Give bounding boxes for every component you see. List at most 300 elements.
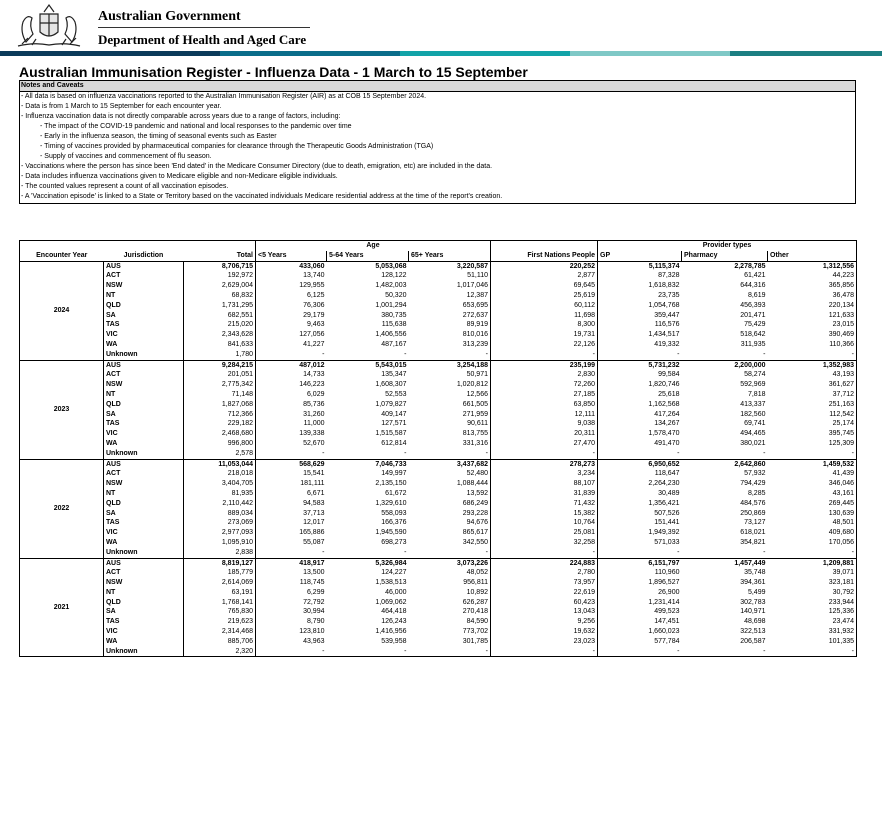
value-cell: 395,745	[768, 429, 857, 439]
value-cell: 1,820,746	[598, 380, 682, 390]
value-cell: 19,632	[491, 627, 598, 637]
value-cell: 5,115,374	[598, 261, 682, 271]
value-cell: -	[682, 647, 768, 657]
column-header-row	[20, 251, 857, 261]
value-cell: 25,618	[598, 390, 682, 400]
jurisdiction-cell: NSW	[104, 380, 184, 390]
jurisdiction-cell: VIC	[104, 627, 184, 637]
table-row	[20, 330, 857, 340]
value-cell: 311,935	[740, 340, 766, 348]
value-cell: 10,892	[466, 588, 488, 596]
value-cell: 1,949,392	[598, 528, 682, 538]
value-cell: 313,239	[462, 340, 488, 348]
value-cell: 73,957	[491, 578, 598, 588]
value-cell: 5,053,068	[327, 261, 409, 271]
note-line: - The counted values represent a count of all vaccination episodes.	[21, 183, 229, 191]
table-row	[20, 558, 857, 568]
value-cell: 273,069	[227, 519, 253, 527]
jurisdiction-cell: TAS	[104, 617, 184, 627]
column-header: Pharmacy	[682, 251, 768, 261]
value-cell: 6,151,797	[598, 558, 682, 568]
value-cell: -	[256, 647, 327, 657]
value-cell: 365,856	[768, 281, 857, 291]
value-cell: 2,614,069	[221, 579, 253, 587]
value-cell: 26,900	[598, 588, 682, 598]
value-cell: 2,877	[491, 271, 598, 281]
value-cell: -	[256, 449, 327, 459]
value-cell: 10,764	[491, 518, 598, 528]
value-cell: -	[327, 350, 409, 360]
value-cell: 128,122	[381, 272, 407, 280]
value-cell: 218,018	[227, 470, 253, 478]
value-cell: 170,056	[768, 538, 857, 548]
value-cell: 8,285	[747, 489, 766, 497]
value-cell: 139,338	[256, 429, 327, 439]
note-line: - Data is from 1 March to 15 September for each encounter year.	[21, 103, 222, 111]
value-cell: 52,670	[256, 439, 327, 449]
value-cell: 810,016	[462, 331, 488, 339]
value-cell: 69,741	[744, 420, 766, 428]
value-cell: 23,015	[768, 320, 857, 330]
value-cell: 9,284,215	[184, 360, 256, 370]
table-row	[20, 647, 857, 657]
value-cell: 1,352,983	[768, 360, 857, 370]
strip-segment	[730, 51, 882, 56]
value-cell: 3,404,705	[221, 480, 253, 488]
value-cell: 1,416,956	[375, 628, 407, 636]
value-cell: 390,469	[768, 330, 857, 340]
value-cell: 233,944	[768, 598, 857, 608]
value-cell: 456,393	[740, 301, 766, 309]
header-divider	[98, 27, 310, 28]
value-cell: 8,300	[491, 320, 598, 330]
value-cell: 235,199	[491, 360, 598, 370]
jurisdiction-cell: NT	[104, 489, 184, 499]
table-row	[20, 617, 857, 627]
jurisdiction-cell: QLD	[104, 400, 184, 410]
note-line: - Early in the influenza season, the timing of seasonal events such as Easter	[40, 133, 277, 141]
jurisdiction-cell: QLD	[104, 598, 184, 608]
value-cell: 19,731	[491, 330, 598, 340]
value-cell: 58,274	[744, 371, 766, 379]
value-cell: 8,706,715	[184, 261, 256, 271]
value-cell: 322,513	[740, 628, 766, 636]
value-cell: 11,698	[491, 311, 598, 321]
encounter-year-cell: 2023	[20, 360, 104, 459]
value-cell: 342,550	[462, 538, 488, 546]
value-cell: 25,174	[768, 419, 857, 429]
value-cell: 27,185	[491, 390, 598, 400]
value-cell: 889,034	[227, 509, 253, 517]
value-cell: 2,775,342	[221, 381, 253, 389]
value-cell: 3,234	[491, 469, 598, 479]
value-cell: 130,639	[768, 509, 857, 519]
value-cell: -	[327, 548, 409, 558]
value-cell: 1,515,587	[375, 430, 407, 438]
value-cell: 9,038	[491, 419, 598, 429]
value-cell: 229,182	[227, 420, 253, 428]
value-cell: 30,994	[256, 607, 327, 617]
jurisdiction-cell: VIC	[104, 528, 184, 538]
value-cell: 81,935	[231, 489, 253, 497]
value-cell: 1,945,590	[375, 529, 407, 537]
jurisdiction-cell: SA	[104, 509, 184, 519]
value-cell: 6,299	[256, 588, 327, 598]
value-cell: 60,423	[491, 598, 598, 608]
jurisdiction-cell: ACT	[104, 568, 184, 578]
value-cell: 101,335	[768, 637, 857, 647]
value-cell: 39,071	[768, 568, 857, 578]
value-cell: 1,731,295	[221, 301, 253, 309]
value-cell: 29,179	[256, 311, 327, 321]
value-cell: -	[598, 548, 682, 558]
value-cell: 354,821	[740, 538, 766, 546]
value-cell: 518,642	[740, 331, 766, 339]
jurisdiction-cell: AUS	[104, 360, 184, 370]
value-cell: 865,617	[462, 529, 488, 537]
value-cell: 1,578,470	[598, 429, 682, 439]
value-cell: 140,971	[740, 608, 766, 616]
jurisdiction-cell: Unknown	[104, 350, 184, 360]
value-cell: 12,017	[256, 518, 327, 528]
value-cell: 50,320	[385, 291, 407, 299]
value-cell: 250,869	[740, 509, 766, 517]
value-cell: 48,698	[744, 618, 766, 626]
value-cell: 3,073,226	[409, 558, 491, 568]
jurisdiction-cell: NSW	[104, 479, 184, 489]
column-header: 5-64 Years	[327, 251, 409, 261]
value-cell: 224,883	[491, 558, 598, 568]
value-cell: 1,538,513	[375, 579, 407, 587]
value-cell: 27,470	[491, 439, 598, 449]
value-cell: 331,932	[768, 627, 857, 637]
jurisdiction-cell: TAS	[104, 320, 184, 330]
table-row	[20, 311, 857, 321]
jurisdiction-cell: NT	[104, 291, 184, 301]
value-cell: 487,012	[256, 360, 327, 370]
value-cell: 44,223	[768, 271, 857, 281]
table-row	[20, 390, 857, 400]
column-header: First Nations People	[491, 251, 598, 261]
value-cell: 618,021	[740, 529, 766, 537]
value-cell: -	[409, 449, 491, 459]
value-cell: 271,959	[462, 410, 488, 418]
value-cell: -	[598, 647, 682, 657]
value-cell: 73,127	[744, 519, 766, 527]
value-cell: 2,642,860	[682, 459, 768, 469]
value-cell: 127,571	[381, 420, 407, 428]
value-cell: 76,306	[256, 301, 327, 311]
value-cell: 1,780	[184, 350, 256, 360]
value-cell: 110,960	[598, 568, 682, 578]
table-row	[20, 588, 857, 598]
value-cell: 94,676	[466, 519, 488, 527]
table-row	[20, 360, 857, 370]
value-cell: 12,111	[491, 410, 598, 420]
value-cell: 1,356,421	[598, 499, 682, 509]
jurisdiction-cell: WA	[104, 439, 184, 449]
value-cell: -	[768, 449, 857, 459]
value-cell: 419,332	[598, 340, 682, 350]
table-row	[20, 528, 857, 538]
value-cell: 278,273	[491, 459, 598, 469]
table-row	[20, 380, 857, 390]
table-row	[20, 320, 857, 330]
table-row	[20, 518, 857, 528]
jurisdiction-cell: TAS	[104, 419, 184, 429]
value-cell: 592,969	[740, 381, 766, 389]
value-cell: 71,432	[491, 499, 598, 509]
value-cell: 1,231,414	[598, 598, 682, 608]
table-row	[20, 439, 857, 449]
value-cell: 484,576	[740, 499, 766, 507]
age-group-header: Age	[256, 241, 491, 251]
table-row	[20, 281, 857, 291]
jurisdiction-cell: AUS	[104, 261, 184, 271]
value-cell: 37,712	[768, 390, 857, 400]
value-cell: 6,950,652	[598, 459, 682, 469]
value-cell: 31,839	[491, 489, 598, 499]
value-cell: 1,896,527	[598, 578, 682, 588]
table-row	[20, 479, 857, 489]
table-row	[20, 598, 857, 608]
table-row	[20, 419, 857, 429]
value-cell: 956,811	[463, 579, 488, 587]
value-cell: 251,163	[768, 400, 857, 410]
value-cell: 23,474	[768, 617, 857, 627]
value-cell: -	[327, 449, 409, 459]
value-cell: 71,148	[231, 390, 253, 398]
strip-segment	[220, 51, 400, 56]
value-cell: 323,181	[768, 578, 857, 588]
value-cell: 89,919	[466, 321, 488, 329]
strip-segment	[0, 51, 220, 56]
report-title: Australian Immunisation Register - Influenza Data - 1 March to 15 September	[19, 64, 528, 80]
table-row	[20, 350, 857, 360]
jurisdiction-cell: AUS	[104, 558, 184, 568]
value-cell: 1,020,812	[456, 381, 488, 389]
value-cell: 2,578	[184, 449, 256, 459]
value-cell: -	[491, 647, 598, 657]
value-cell: 331,316	[462, 439, 488, 447]
value-cell: 166,376	[381, 519, 407, 527]
table-row	[20, 449, 857, 459]
value-cell: 206,587	[740, 637, 766, 645]
value-cell: 185,779	[227, 569, 253, 577]
value-cell: 15,382	[491, 509, 598, 519]
value-cell: 5,326,984	[327, 558, 409, 568]
value-cell: 1,095,910	[221, 538, 253, 546]
value-cell: 63,850	[491, 400, 598, 410]
value-cell: 1,329,610	[375, 499, 407, 507]
value-cell: -	[768, 350, 857, 360]
value-cell: -	[682, 449, 768, 459]
table-row	[20, 548, 857, 558]
value-cell: 48,501	[768, 518, 857, 528]
column-header: Jurisdiction	[104, 251, 184, 261]
value-cell: 181,111	[256, 479, 327, 489]
value-cell: -	[682, 350, 768, 360]
jurisdiction-cell: SA	[104, 607, 184, 617]
value-cell: 63,191	[231, 588, 253, 596]
value-cell: 41,439	[768, 469, 857, 479]
value-cell: 51,110	[467, 272, 488, 280]
table-row	[20, 568, 857, 578]
value-cell: 69,645	[491, 281, 598, 291]
value-cell: 99,584	[598, 370, 682, 380]
value-cell: 380,735	[381, 311, 407, 319]
value-cell: 192,972	[227, 272, 253, 280]
value-cell: 1,312,556	[768, 261, 857, 271]
value-cell: 11,053,044	[184, 459, 256, 469]
notes-list	[20, 92, 855, 203]
table-row	[20, 499, 857, 509]
value-cell: 794,429	[740, 480, 766, 488]
value-cell: 1,088,444	[456, 480, 488, 488]
table-row	[20, 340, 857, 350]
value-cell: 1,457,449	[682, 558, 768, 568]
value-cell: -	[598, 449, 682, 459]
encounter-year-cell: 2024	[20, 261, 104, 360]
value-cell: 52,553	[385, 390, 407, 398]
department-name: Department of Health and Aged Care	[98, 32, 307, 47]
value-cell: 558,093	[381, 509, 407, 517]
value-cell: 220,134	[768, 301, 857, 311]
value-cell: 7,046,733	[327, 459, 409, 469]
value-cell: 409,147	[381, 410, 407, 418]
value-cell: 13,500	[256, 568, 327, 578]
encounter-year-cell: 2022	[20, 459, 104, 558]
value-cell: 110,366	[768, 340, 857, 350]
value-cell: 72,792	[256, 598, 327, 608]
jurisdiction-cell: Unknown	[104, 548, 184, 558]
value-cell: 151,441	[598, 518, 682, 528]
value-cell: 661,505	[462, 400, 488, 408]
note-line: - A 'Vaccination episode' is linked to a State or Territory based on the vaccinated individuals Medicare residential address at the time of the report's creation.	[21, 193, 503, 201]
value-cell: 539,958	[381, 637, 407, 645]
value-cell: 359,447	[598, 311, 682, 321]
value-cell: 126,243	[381, 618, 407, 626]
jurisdiction-cell: QLD	[104, 499, 184, 509]
value-cell: 394,361	[740, 579, 766, 587]
value-cell: 417,264	[598, 410, 682, 420]
jurisdiction-cell: SA	[104, 311, 184, 321]
value-cell: 147,451	[598, 617, 682, 627]
header-color-strip	[0, 51, 882, 56]
value-cell: 765,830	[227, 608, 253, 616]
value-cell: 773,702	[462, 628, 488, 636]
note-line: - The impact of the COVID-19 pandemic and national and local responses to the pandemic over time	[40, 123, 352, 131]
value-cell: 146,223	[256, 380, 327, 390]
value-cell: 52,480	[466, 470, 488, 478]
value-cell: 88,107	[491, 479, 598, 489]
value-cell: 682,551	[227, 311, 253, 319]
value-cell: 36,478	[768, 291, 857, 301]
jurisdiction-cell: ACT	[104, 370, 184, 380]
notes-and-caveats	[19, 80, 856, 204]
value-cell: -	[409, 647, 491, 657]
value-cell: 5,731,232	[598, 360, 682, 370]
value-cell: 149,997	[381, 470, 407, 478]
note-line: - Timing of vaccines provided by pharmaceutical companies for clearance through the Therapeutic Goods Administration (TGA)	[40, 143, 434, 151]
value-cell: 123,810	[256, 627, 327, 637]
value-cell: 698,273	[381, 538, 407, 546]
value-cell: 115,638	[381, 321, 407, 329]
value-cell: 118,647	[598, 469, 682, 479]
value-cell: 68,832	[231, 291, 253, 299]
value-cell: 302,783	[740, 598, 766, 606]
value-cell: 43,161	[768, 489, 857, 499]
value-cell: 626,287	[462, 598, 488, 606]
value-cell: 25,619	[491, 291, 598, 301]
value-cell: 644,316	[740, 282, 766, 290]
value-cell: 35,748	[744, 569, 766, 577]
value-cell: -	[491, 548, 598, 558]
value-cell: 20,311	[491, 429, 598, 439]
jurisdiction-cell: NSW	[104, 578, 184, 588]
value-cell: 712,366	[227, 410, 253, 418]
value-cell: 43,963	[256, 637, 327, 647]
value-cell: 996,800	[227, 439, 253, 447]
strip-segment	[400, 51, 570, 56]
value-cell: 72,260	[491, 380, 598, 390]
value-cell: 46,000	[385, 588, 407, 596]
value-cell: 568,629	[256, 459, 327, 469]
value-cell: 885,706	[227, 637, 253, 645]
value-cell: 75,429	[744, 321, 766, 329]
value-cell: 61,672	[385, 489, 407, 497]
value-cell: 134,267	[598, 419, 682, 429]
value-cell: 3,220,587	[409, 261, 491, 271]
value-cell: 1,054,768	[598, 301, 682, 311]
value-cell: 1,162,568	[598, 400, 682, 410]
value-cell: -	[409, 548, 491, 558]
value-cell: 2,838	[184, 548, 256, 558]
value-cell: 85,736	[256, 400, 327, 410]
value-cell: 301,785	[462, 637, 488, 645]
value-cell: 418,917	[256, 558, 327, 568]
value-cell: 22,619	[491, 588, 598, 598]
table-row	[20, 410, 857, 420]
table-row	[20, 578, 857, 588]
value-cell: 125,309	[768, 439, 857, 449]
column-header: Other	[768, 251, 857, 261]
value-cell: 612,814	[381, 439, 407, 447]
value-cell: 2,343,628	[221, 331, 253, 339]
value-cell: 2,110,442	[222, 499, 253, 507]
value-cell: 14,733	[256, 370, 327, 380]
value-cell: 112,542	[768, 410, 857, 420]
value-cell: 201,051	[227, 371, 253, 379]
value-cell: 165,886	[256, 528, 327, 538]
table-row	[20, 469, 857, 479]
jurisdiction-cell: VIC	[104, 429, 184, 439]
value-cell: 5,499	[747, 588, 766, 596]
value-cell: 346,046	[768, 479, 857, 489]
table-row	[20, 301, 857, 311]
value-cell: 3,437,682	[409, 459, 491, 469]
value-cell: 433,060	[256, 261, 327, 271]
value-cell: 272,637	[462, 311, 488, 319]
value-cell: 124,227	[381, 569, 407, 577]
table-row	[20, 538, 857, 548]
value-cell: 2,830	[491, 370, 598, 380]
value-cell: 60,112	[491, 301, 598, 311]
value-cell: 1,618,832	[598, 281, 682, 291]
value-cell: 7,818	[747, 390, 766, 398]
value-cell: 2,135,150	[375, 480, 407, 488]
table-row	[20, 607, 857, 617]
